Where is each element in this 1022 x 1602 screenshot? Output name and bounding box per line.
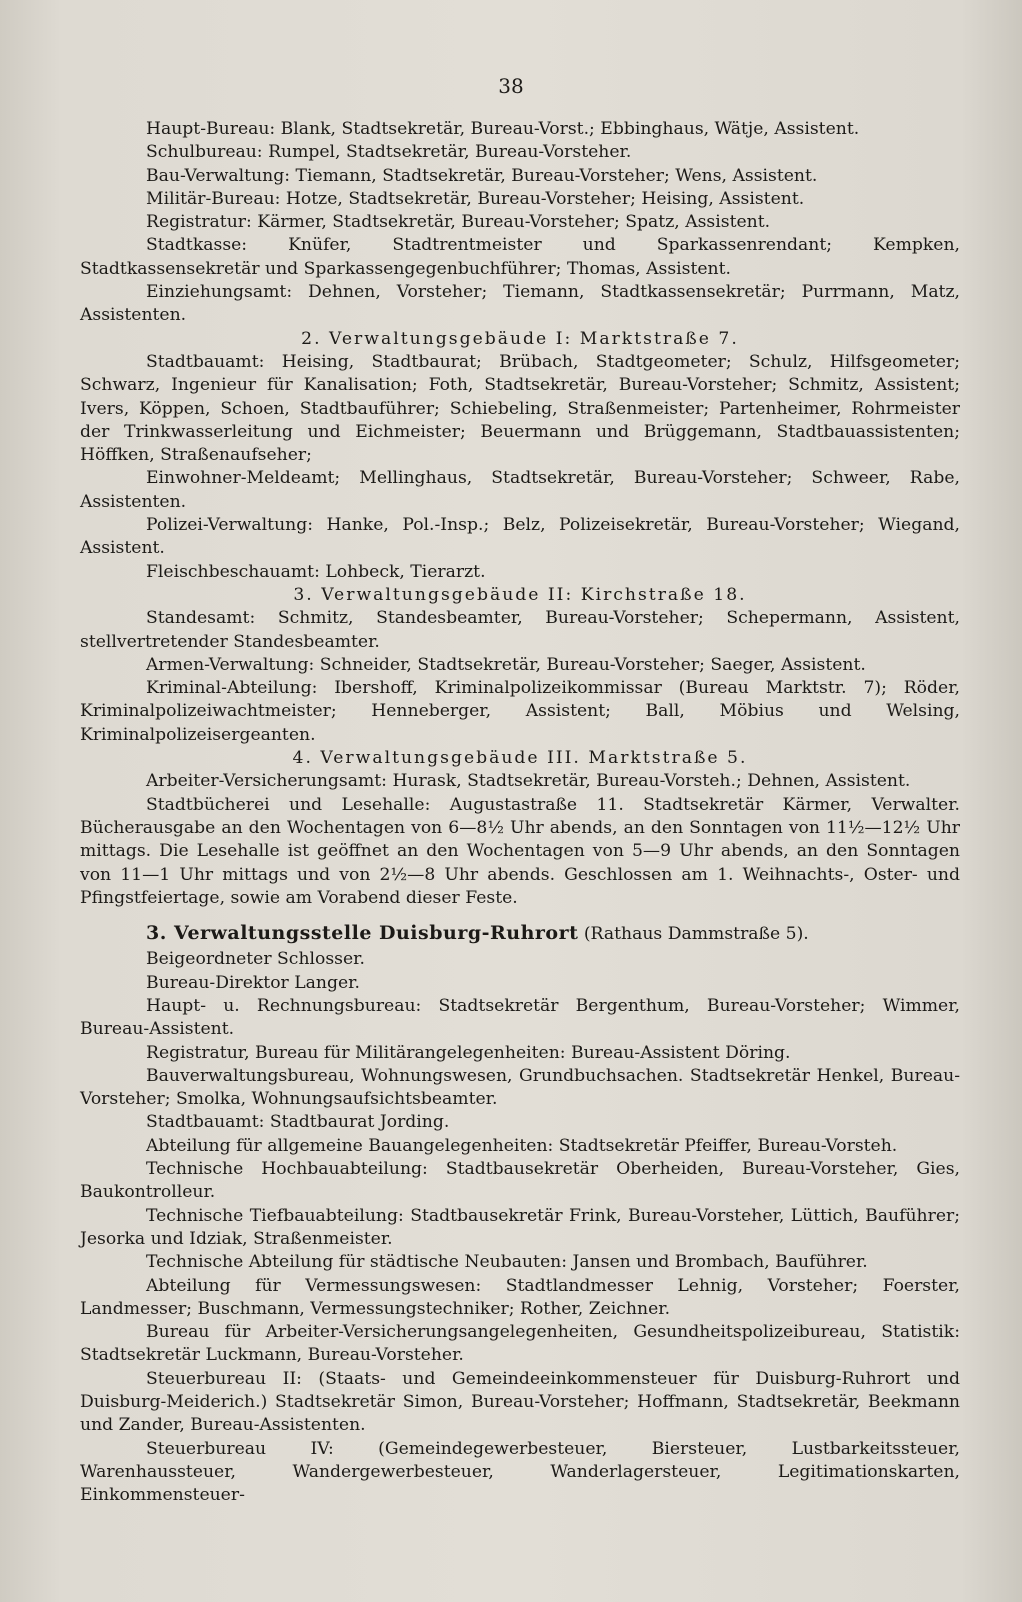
entry-paragraph: Stadtkasse: Knüfer, Stadtrentmeister und Sparkassenrendant; Kempken, Stadtkassensekretär und Sparkassengegenbuchführer; Thomas, Assistent. [80, 235, 960, 279]
entry-paragraph: Abteilung für Vermessungswesen: Stadtlandmesser Lehnig, Vorsteher; Foerster, Landmesser; Buschmann, Vermessungstechniker; Rother, Zeichner. [80, 1275, 960, 1319]
entry-paragraph: Stadtbücherei und Lesehalle: Augustastraße 11. Stadtsekretär Kärmer, Verwalter. Bücherausgabe an den Wochentagen von 6—8½ Uhr abends, an den Sonntagen von 11½—12½ Uhr mittags. Die Lesehalle ist geöffnet an den Wochentagen von 5—9 Uhr abends, an den Sonntagen von 11—1 Uhr mittags und von 2½—8 Uhr abends. Geschlossen am 1. Weihnachts-, Oster- und Pfingstfeiertage, sowie am Vorabend dieser Feste. [80, 794, 960, 908]
entry-paragraph: Technische Abteilung für städtische Neubauten: Jansen und Brombach, Bauführer. [146, 1252, 868, 1273]
entry-paragraph: Registratur, Bureau für Militärangelegenheiten: Bureau-Assistent Döring. [146, 1042, 791, 1063]
entry-paragraph: Armen-Verwaltung: Schneider, Stadtsekretär, Bureau-Vorsteher; Saeger, Assistent. [146, 654, 866, 675]
entry-paragraph: Arbeiter-Versicherungsamt: Hurask, Stadtsekretär, Bureau-Vorsteh.; Dehnen, Assistent. [146, 771, 911, 792]
page-number: 38 [498, 74, 524, 98]
entry-paragraph: Polizei-Verwaltung: Hanke, Pol.-Insp.; Belz, Polizeisekretär, Bureau-Vorsteher; Wiegand, Assistent. [80, 515, 960, 559]
entry-paragraph: Technische Tiefbauabteilung: Stadtbausekretär Frink, Bureau-Vorsteher, Lüttich, Bauführer; Jesorka und Idziak, Straßenmeister. [80, 1205, 960, 1249]
entry-paragraph: Kriminal-Abteilung: Ibershoff, Kriminalpolizeikommissar (Bureau Marktstr. 7); Röder, Kriminalpolizeiwachtmeister; Henneberger, Assistent; Ball, Möbius und Welsing, Kriminalpolizeisergeanten. [80, 678, 960, 745]
entry-paragraph: Bauverwaltungsbureau, Wohnungswesen, Grundbuchsachen. Stadtsekretär Henkel, Bureau-Vorsteher; Smolka, Wohnungsaufsichtsbeamter. [80, 1065, 960, 1110]
entry-paragraph: Militär-Bureau: Hotze, Stadtsekretär, Bureau-Vorsteher; Heising, Assistent. [146, 188, 805, 209]
page-body [80, 118, 960, 1508]
entry-paragraph: Bureau für Arbeiter-Versicherungsangelegenheiten, Gesundheitspolizeibureau, Statistik: Stadtsekretär Luckmann, Bureau-Vorsteher. [80, 1322, 960, 1366]
entry-paragraph: Fleischbeschauamt: Lohbeck, Tierarzt. [146, 561, 486, 582]
section-heading [80, 922, 960, 946]
entry-paragraph: Einwohner-Meldeamt; Mellinghaus, Stadtsekretär, Bureau-Vorsteher; Schweer, Rabe, Assistenten. [80, 468, 960, 512]
building-heading: 3. Verwaltungsgebäude II: Kirchstraße 18. [293, 584, 747, 605]
entry-paragraph: Bau-Verwaltung: Tiemann, Stadtsekretär, Bureau-Vorsteher; Wens, Assistent. [146, 165, 818, 186]
section-subtitle: (Rathaus Dammstraße 5). [578, 924, 809, 945]
entry-paragraph: Standesamt: Schmitz, Standesbeamter, Bureau-Vorsteher; Schepermann, Assistent, stellvertretender Standesbeamter. [80, 608, 960, 652]
entry-paragraph: Abteilung für allgemeine Bauangelegenheiten: Stadtsekretär Pfeiffer, Bureau-Vorsteh. [146, 1135, 898, 1156]
entry-paragraph: Haupt- u. Rechnungsbureau: Stadtsekretär Bergenthum, Bureau-Vorsteher; Wimmer, Bureau-Assistent. [80, 995, 960, 1040]
entry-paragraph: Steuerbureau IV: (Gemeindegewerbesteuer, Biersteuer, Lustbarkeitssteuer, Warenhaussteuer, Wandergewerbesteuer, Wanderlagersteuer, Legitimationskarten, Einkommensteuer- [80, 1438, 960, 1506]
entry-paragraph: Einziehungsamt: Dehnen, Vorsteher; Tiemann, Stadtkassensekretär; Purrmann, Matz, Assistenten. [80, 282, 960, 326]
entry-paragraph: Stadtbauamt: Heising, Stadtbaurat; Brübach, Stadtgeometer; Schulz, Hilfsgeometer; Schwarz, Ingenieur für Kanalisation; Foth, Stadtsekretär, Bureau-Vorsteher; Schmitz, Assistent; Ivers, Köppen, Schoen, Stadtbauführer; Schiebeling, Straßenmeister; Partenheimer, Rohrmeister der Trinkwasserleitung und Eichmeister; Beuermann und Brüggemann, Stadtbauassistenten; Höffken, Straßenaufseher; [80, 351, 960, 466]
entry-paragraph: Technische Hochbauabteilung: Stadtbausekretär Oberheiden, Bureau-Vorsteher, Gies, Baukontrolleur. [80, 1159, 960, 1203]
building-heading: 2. Verwaltungsgebäude I: Marktstraße 7. [301, 328, 739, 349]
entry-paragraph: Schulbureau: Rumpel, Stadtsekretär, Bureau-Vorsteher. [146, 142, 632, 163]
entry-paragraph: Steuerbureau II: (Staats- und Gemeindeeinkommensteuer für Duisburg-Ruhrort und Duisburg-Meiderich.) Stadtsekretär Simon, Bureau-Vorsteher; Hoffmann, Stadtsekretär, Beekmann und Zander, Bureau-Assistenten. [80, 1368, 960, 1436]
building-heading: 4. Verwaltungsgebäude III. Marktstraße 5. [292, 748, 748, 769]
section-title: 3. Verwaltungsstelle Duisburg-Ruhrort [146, 922, 579, 945]
entry-paragraph: Beigeordneter Schlosser. [146, 949, 365, 970]
entry-paragraph: Bureau-Direktor Langer. [146, 972, 360, 993]
entry-paragraph: Registratur: Kärmer, Stadtsekretär, Bureau-Vorsteher; Spatz, Assistent. [146, 212, 771, 233]
entry-paragraph: Haupt-Bureau: Blank, Stadtsekretär, Bureau-Vorst.; Ebbinghaus, Wätje, Assistent. [146, 119, 860, 139]
entry-paragraph: Stadtbauamt: Stadtbaurat Jording. [146, 1112, 450, 1133]
